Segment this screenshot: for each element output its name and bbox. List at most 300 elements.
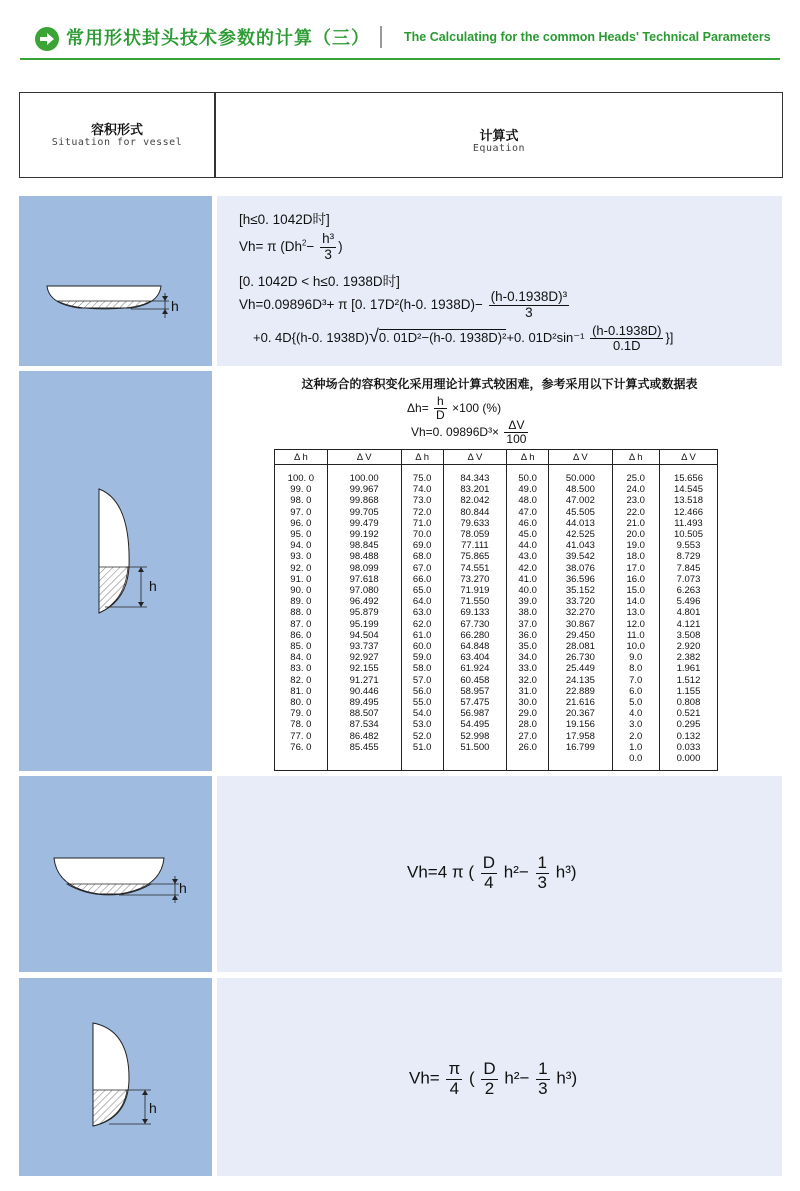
formula-2-fraction [489,290,570,321]
equation-panel-4 [217,978,782,1176]
table-cell: 51.0 [412,741,432,753]
table-cell: 43.0 [518,551,537,563]
vh-fraction [504,419,528,446]
table-cell: 20.0 [626,529,645,541]
table-cell: 58.0 [412,663,432,675]
vh-den: 100 [506,432,527,447]
table-cell: 33.0 [518,663,537,675]
table-cell: 40.0 [518,585,537,597]
table-cell: 44.013 [565,517,595,529]
table-cell: 73.0 [412,495,432,507]
f3-n2: 1 [537,853,548,872]
table-cell: 29.0 [518,708,537,720]
table-header-cell: Δ V [549,450,612,465]
table-cell: 60.458 [460,674,490,686]
table-cell: 44.0 [518,540,537,552]
table-cell: 18.0 [626,551,645,563]
f4-fraction-0 [446,1060,462,1098]
table-cell: 67.0 [412,562,432,574]
table-cell: 85.455 [349,741,379,753]
table-cell: 66.280 [460,629,490,641]
table-cell: 98.099 [349,562,379,574]
table-cell: 36.596 [565,573,595,585]
page-title-en: The Calculating for the common Heads' Technical Parameters [404,30,771,44]
vertical-head-diagram [19,371,212,771]
height-label: h [149,578,157,594]
table-cell: 0.000 [676,753,701,765]
formula-1-num: h³ [322,231,335,246]
table-cell: 4.801 [676,607,701,619]
table-cell: 84. 0 [290,652,312,664]
table-cell: 30.867 [565,618,595,630]
table-cell: 57.0 [412,674,432,686]
table-cell: 52.998 [460,730,490,742]
formula-1-prefix: Vh= π (Dh [239,238,302,254]
table-cell: 83.201 [460,484,490,496]
table-column [401,465,443,771]
table-cell: 22.889 [565,685,595,697]
table-cell: 98.488 [349,551,379,563]
table-cell: 89. 0 [290,596,312,608]
table-cell: 45.0 [518,529,537,541]
table-header-cell: Δ h [612,450,659,465]
f4-n2: 1 [538,1059,548,1078]
table-cell: 62.0 [412,618,432,630]
dh-prefix: Δh= [407,400,429,415]
table-cell: 88. 0 [290,607,312,619]
table-cell: 83. 0 [290,663,312,675]
table-cell: 65.0 [412,585,432,597]
table-cell: 98.845 [349,540,379,552]
vessel-panel-4 [19,978,212,1176]
table-cell: 60.0 [412,641,432,653]
table-cell: 63.404 [460,652,490,664]
table-cell: 47.002 [565,495,595,507]
formula-2-prefix: Vh=0.09896D³+ π [0. 17D²(h-0. 1938D)− [239,296,483,312]
table-cell: 8.729 [676,551,701,563]
table-cell: 95. 0 [290,529,312,541]
f4-n0: π [448,1059,461,1078]
vh-num: ΔV [504,419,528,433]
arrow-right-icon [34,26,60,52]
condition-1: [h≤0. 1042D时] [239,212,330,227]
f4-suffix: h³) [556,1068,578,1088]
table-cell: 24.0 [626,484,645,496]
formula-1-fraction [320,232,336,263]
table-header-cell: Δ h [401,450,443,465]
table-cell: 64.848 [460,641,490,653]
formula-1-den: 3 [324,246,332,262]
table-cell: 94.504 [349,629,379,641]
table-cell: 2.920 [676,641,701,653]
table-cell: 4.121 [676,618,701,630]
dh-num: h [434,395,447,409]
formula-1-close: ) [338,238,343,254]
table-cell: 72.0 [412,506,432,518]
hemisphere-formula [407,854,577,892]
table-cell: 48.500 [565,484,595,496]
f4-prefix: Vh= [409,1068,440,1088]
shallow-head-diagram [19,196,212,366]
table-cell: 91. 0 [290,573,312,585]
table-cell: 99.705 [349,506,379,518]
table-cell: 1.512 [676,674,701,686]
table-cell: 23.0 [626,495,645,507]
table-cell: 99.479 [349,517,379,529]
table-cell: 73.270 [460,573,490,585]
table-cell: 7.845 [676,562,701,574]
table-cell: 75.0 [412,473,432,484]
table-cell: 2.382 [676,652,701,664]
f4-fraction-1 [481,1060,497,1098]
table-cell: 78. 0 [290,719,312,731]
table-cell: 61.924 [460,663,490,675]
table-cell: 70.0 [412,529,432,541]
table-cell: 5.496 [676,596,701,608]
table-cell: 0.033 [676,741,701,753]
table-header-cell: Δ V [327,450,401,465]
table-cell: 96. 0 [290,517,312,529]
table-cell: 96.492 [349,596,379,608]
table-cell: 79.633 [460,517,490,529]
f4-d0: 4 [449,1078,460,1098]
table-cell: 45.505 [565,506,595,518]
table-cell: 13.0 [626,607,645,619]
table-row [275,465,718,771]
table-cell: 58.957 [460,685,490,697]
table-cell: 50.0 [518,473,537,484]
table-cell: 63.0 [412,607,432,619]
table-cell: 77.111 [461,540,489,552]
table-cell: 19.0 [626,540,645,552]
table-cell: 87.534 [349,719,379,731]
table-cell: 0.0 [629,753,643,765]
f4-mid: h²− [504,1068,530,1088]
vessel-panel-2 [19,371,212,771]
table-cell: 0.295 [676,719,701,731]
table-cell: 93.737 [349,641,379,653]
column-vessel-cn: 容积形式 [90,122,143,137]
table-cell: 38.076 [565,562,595,574]
table-cell: 6.263 [676,585,701,597]
table-cell: 82.042 [460,495,490,507]
table-cell: 8.0 [629,663,643,675]
table-cell: 14.545 [673,484,703,496]
table-cell: 74.0 [412,484,432,496]
table-cell: 90. 0 [290,585,312,597]
table-cell: 99. 0 [290,484,312,496]
table-cell: 20.367 [565,708,595,720]
table-cell: 71.0 [412,517,432,529]
table-cell: 9.0 [629,652,643,664]
table-cell: 31.0 [518,685,537,697]
table-cell: 78.059 [460,529,490,541]
table-cell: 38.0 [518,607,537,619]
table-column [327,465,401,771]
table-cell: 25.0 [626,473,645,484]
table-cell: 9.553 [676,540,701,552]
table-cell: 21.616 [565,697,595,709]
table-column [275,465,328,771]
f3-suffix: h³) [555,862,577,882]
table-cell: 42.0 [518,562,537,574]
f3-prefix: Vh=4 π ( [407,862,475,882]
column-vessel-en: Situation for vessel [51,137,183,148]
table-cell: 66.0 [412,573,432,585]
table-cell: 17.0 [626,562,645,574]
table-cell: 36.0 [518,629,537,641]
f3-mid: h²− [503,862,529,882]
formula-2-num: (h-0.1938D)³ [490,289,568,304]
table-cell: 61.0 [412,629,432,641]
table-cell: 99.967 [349,484,379,496]
formula-1: Vh= π ($Dh^2-$ $\frac{\text{h³}}{3}$ ) [239,231,343,262]
table-cell: 56.987 [460,708,490,720]
vertical-hemisphere-formula [409,1060,577,1098]
f4-open: ( [468,1068,475,1088]
table-cell: 68.0 [412,551,432,563]
volume-data-table [274,449,718,771]
table-cell: 30.0 [518,697,537,709]
table-cell: 82. 0 [290,674,312,686]
table-cell: 7.0 [629,674,643,686]
table-cell: 28.0 [518,719,537,731]
table-cell: 69.0 [412,540,432,552]
f3-fraction-2 [536,854,549,892]
table-cell: 22.0 [626,506,645,518]
table-cell: 85. 0 [290,641,312,653]
table-cell: 15.656 [673,473,703,484]
table-cell: 16.0 [626,573,645,585]
table-cell: 34.0 [518,652,537,664]
table-cell: 46.0 [518,517,537,529]
table-cell: 1.155 [676,685,701,697]
table-cell: 79. 0 [290,708,312,720]
hemispherical-head-diagram [19,776,212,972]
table-cell: 74.551 [460,562,490,574]
height-label: h [149,1100,157,1116]
table-cell: 12.0 [626,618,645,630]
table-cell: 10.505 [673,529,703,541]
equation-panel-3 [217,776,782,972]
table-cell: 14.0 [626,596,645,608]
table-cell: 86.482 [349,730,379,742]
table-cell: 4.0 [629,708,643,720]
sqrt-icon: √ [368,326,379,347]
table-cell: 100.00 [349,473,379,484]
equation-panel-1 [217,196,782,366]
table-cell: 19.156 [565,719,595,731]
table-cell: 25.449 [565,663,595,675]
table-cell: 7.073 [676,573,701,585]
dh-den: D [436,408,445,423]
table-cell: 28.081 [565,641,595,653]
table-cell: 3.0 [629,719,643,731]
table-cell: 71.550 [460,596,490,608]
table-cell: 1.0 [629,741,643,753]
table-column [549,465,612,771]
column-equation-en: Equation [472,143,526,154]
f4-fraction-2 [536,1060,549,1098]
table-cell: 84.343 [460,473,490,484]
table-cell: 52.0 [412,730,432,742]
table-cell: 10.0 [626,641,645,653]
table-header-cell: Δ V [659,450,717,465]
table-column [443,465,506,771]
dh-suffix: ×100 (%) [452,400,502,415]
vertical-hemisphere-diagram [19,978,212,1176]
table-cell: 56.0 [412,685,432,697]
table-cell: 35.0 [518,641,537,653]
table-cell: 67.730 [460,618,490,630]
table-cell: 50.000 [565,473,595,484]
vessel-panel-3 [19,776,212,972]
table-cell: 97. 0 [290,506,312,518]
formula-3-mid: +0. 01D²sin⁻¹ [506,330,585,346]
table-cell: 16.799 [565,741,595,753]
table-cell: 91.271 [349,674,379,686]
table-cell: 95.199 [349,618,379,630]
table-header-cell: Δ h [507,450,549,465]
page-header [0,0,800,60]
formula-1-minus: − [306,238,315,254]
table-cell: 33.720 [565,596,595,608]
table-cell: 48.0 [518,495,537,507]
table-cell: 13.518 [673,495,703,507]
table-cell: 71.919 [460,585,490,597]
table-cell: 87. 0 [290,618,312,630]
formula-3-den: 0.1D [613,338,641,354]
table-cell: 3.508 [676,629,701,641]
table-cell: 26.730 [565,652,595,664]
height-label: h [179,880,187,896]
table-cell: 37.0 [518,618,537,630]
table-cell: 15.0 [626,585,645,597]
table-cell: 32.270 [565,607,595,619]
table-cell: 11.493 [674,517,703,529]
table-cell: 99.868 [349,495,379,507]
f3-n1: D [482,853,496,872]
vh-prefix: Vh=0. 09896D³× [411,424,500,439]
table-cell: 92.155 [349,663,379,675]
table-cell: 6.0 [629,685,643,697]
column-header [19,92,783,178]
formula-3 [253,324,673,354]
table-column [659,465,717,771]
table-cell: 17.958 [565,730,595,742]
table-column [507,465,549,771]
table-cell: 0.808 [676,697,701,709]
table-cell: 27.0 [518,730,537,742]
table-cell: 51.500 [460,741,490,753]
formula-3-fraction [590,324,663,354]
table-cell: 5.0 [629,697,643,709]
table-cell: 57.475 [460,697,490,709]
formula-3-prefix: +0. 4D{(h-0. 1938D) [253,330,369,346]
table-cell: 55.0 [412,697,432,709]
table-cell: 12.466 [673,506,703,518]
table-cell: 97.080 [349,585,379,597]
formula-2 [239,290,571,321]
f4-d2: 3 [538,1078,548,1098]
table-cell: 11.0 [626,629,645,641]
table-cell: 41.043 [565,540,595,552]
formula-2-den: 3 [525,304,533,320]
vessel-panel-1 [19,196,212,366]
table-cell: 42.525 [565,529,595,541]
table-cell: 80.844 [460,506,490,518]
table-cell: 81. 0 [290,685,312,697]
table-cell: 93. 0 [290,551,312,563]
table-cell: 39.0 [518,596,537,608]
table-cell: 94. 0 [290,540,312,552]
table-cell: 95.879 [349,607,379,619]
f3-d2: 3 [537,872,548,892]
table-cell: 0.132 [676,730,701,742]
table-cell: 35.152 [565,585,595,597]
f4-n1: D [483,1059,496,1078]
table-cell: 21.0 [626,517,645,529]
formula-3-num: (h-0.1938D) [592,323,662,338]
table-cell: 0.521 [676,708,701,720]
f4-d1: 2 [484,1078,495,1098]
table-cell: 90.446 [349,685,379,697]
formula-3-sqrt: 0. 01D²−(h-0. 1938D)² [378,330,507,346]
formula-3-close: }] [665,330,674,346]
table-cell: 26.0 [518,741,537,753]
f3-d1: 4 [484,872,494,892]
condition-2: [0. 1042D < h≤0. 1938D时] [239,274,400,289]
table-note: 这种场合的容积变化采用理论计算式较困难，参考采用以下计算式或数据表 [301,377,698,391]
table-cell: 29.450 [565,629,595,641]
title-separator [380,26,382,48]
table-cell: 98. 0 [290,495,312,507]
table-cell: 69.133 [460,607,490,619]
table-cell: 77. 0 [290,730,312,742]
table-cell: 92. 0 [290,562,312,574]
table-cell: 1.961 [676,663,701,675]
table-cell: 49.0 [518,484,537,496]
table-cell: 80. 0 [290,697,312,709]
table-cell: 75.865 [460,551,490,563]
table-cell: 39.542 [565,551,595,563]
table-cell: 92.927 [349,652,379,664]
page-title-cn: 常用形状封头技术参数的计算（三） [66,28,370,48]
table-header-cell: Δ h [275,450,328,465]
table-cell: 86. 0 [290,629,312,641]
table-cell: 54.495 [460,719,490,731]
table-cell: 64.0 [412,596,432,608]
table-cell: 41.0 [518,573,537,585]
f3-fraction-1 [481,854,497,892]
height-label: h [171,298,179,314]
vh-formula [411,419,530,446]
table-cell: 2.0 [629,730,643,742]
table-cell: 59.0 [412,652,432,664]
table-cell: 53.0 [412,719,432,731]
table-cell: 47.0 [518,506,537,518]
table-cell: 89.495 [349,697,379,709]
table-cell: 32.0 [518,674,537,686]
table-cell: 24.135 [565,674,595,686]
table-column [612,465,659,771]
table-cell: 100. 0 [287,473,315,484]
table-cell: 76. 0 [290,741,312,753]
table-cell: 88.507 [349,708,379,720]
table-header-row [275,450,718,465]
table-header-cell: Δ V [443,450,506,465]
column-equation-cn: 计算式 [479,128,519,143]
